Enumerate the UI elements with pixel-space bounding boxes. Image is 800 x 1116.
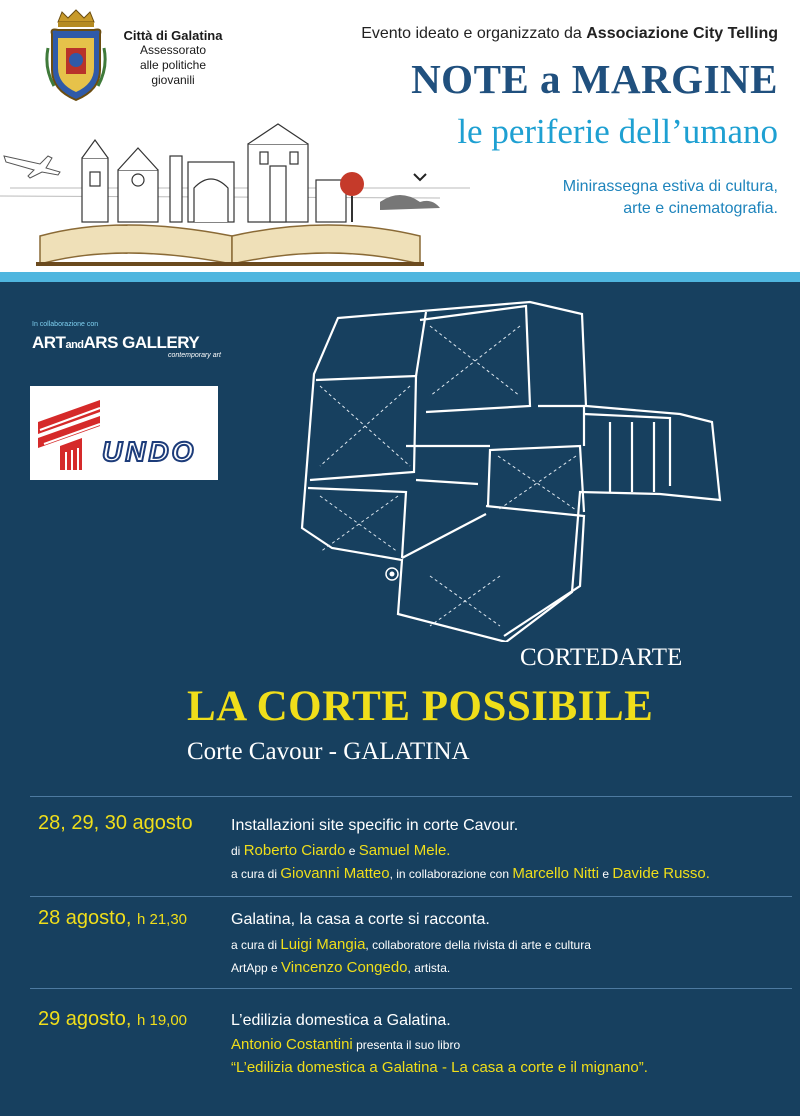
description-line: arte e cinematografia.: [623, 200, 778, 217]
description-line: Minirassegna estiva di cultura,: [562, 178, 778, 195]
gallery-sub: contemporary art: [168, 352, 221, 359]
floor-plan-icon: [280, 296, 740, 642]
credit-text: , artista.: [407, 961, 451, 975]
event-date: 28, 29, 30 agosto: [38, 812, 193, 834]
credit-name: Marcello Nitti: [512, 865, 600, 882]
event-day: 28 agosto,: [38, 907, 137, 929]
top-header: [0, 0, 800, 272]
credit-name: Giovanni Matteo: [280, 865, 390, 882]
corte-label: CORTEDARTE: [520, 644, 683, 671]
event-title-text: Installazioni site specific in corte Cavour.: [231, 817, 519, 834]
event-date: [38, 907, 187, 930]
gallery-logo-and: and: [65, 339, 84, 351]
event-credits: [231, 936, 591, 953]
city-info: [110, 28, 236, 88]
organizer-prefix: Evento ideato e organizzato da: [361, 25, 587, 42]
corte-place: Corte Cavour - GALATINA: [187, 738, 470, 765]
event-title: NOTE a MARGINE: [411, 56, 778, 102]
event-date: [38, 1008, 187, 1031]
book-title: “L’edilizia domestica a Galatina - La casa a corte e il mignano”.: [231, 1059, 648, 1076]
collab-label: In collaborazione con: [32, 321, 99, 328]
credit-name: Davide Russo.: [612, 865, 710, 882]
event-credits: [231, 842, 450, 859]
gallery-logo-name: ARS GALLERY: [83, 333, 200, 352]
credit-name: Antonio Costantini: [231, 1036, 353, 1053]
credit-text: e: [599, 867, 613, 881]
city-sub-line: alle politiche: [139, 58, 207, 72]
event-time: h 19,00: [136, 1012, 188, 1029]
credit-name: Vincenzo Congedo: [281, 959, 408, 976]
credit-text: presenta il suo libro: [352, 1038, 461, 1052]
section-divider: [30, 896, 792, 897]
credit-text: , collaboratore della rivista di arte e cultura: [365, 938, 591, 952]
credit-text: a cura di: [231, 867, 281, 881]
event-title-text: Galatina, la casa a corte si racconta.: [231, 911, 490, 928]
credit-name: Samuel Mele.: [358, 842, 451, 859]
credit-text: e: [345, 844, 359, 858]
event-credits: [231, 959, 450, 976]
book-city-illustration: [0, 118, 470, 266]
event-subtitle: le periferie dell’umano: [457, 112, 778, 151]
event-credits: [231, 1036, 460, 1053]
event-title-text: L’edilizia domestica a Galatina.: [231, 1012, 451, 1029]
city-name: Città di Galatina: [123, 28, 223, 43]
tundo-word: UNDO: [102, 436, 197, 467]
credit-text: a cura di: [231, 938, 281, 952]
city-sub-line: Assessorato: [139, 43, 207, 57]
city-crest-icon: [44, 8, 108, 106]
credit-text: ArtApp e: [231, 961, 282, 975]
city-sub-line: giovanili: [151, 73, 195, 87]
event-time: h 21,30: [136, 911, 188, 928]
organizer-line: [361, 25, 778, 43]
credit-name: Roberto Ciardo: [243, 842, 346, 859]
gallery-logo: [32, 333, 199, 353]
credit-text: , in collaborazione con: [389, 867, 513, 881]
event-day: 29 agosto,: [38, 1008, 137, 1030]
divider-band: [0, 272, 800, 282]
section-divider: [30, 796, 792, 797]
gallery-logo-art: ART: [32, 333, 66, 352]
main-section: [0, 282, 800, 1116]
corte-title: LA CORTE POSSIBILE: [187, 683, 654, 730]
credit-name: Luigi Mangia: [280, 936, 366, 953]
event-credits: [231, 865, 710, 882]
tundo-logo: [30, 386, 218, 480]
event-description: [458, 176, 778, 220]
organizer-name: Associazione City Telling: [586, 25, 778, 42]
credit-text: di: [231, 844, 244, 858]
section-divider: [30, 988, 792, 989]
